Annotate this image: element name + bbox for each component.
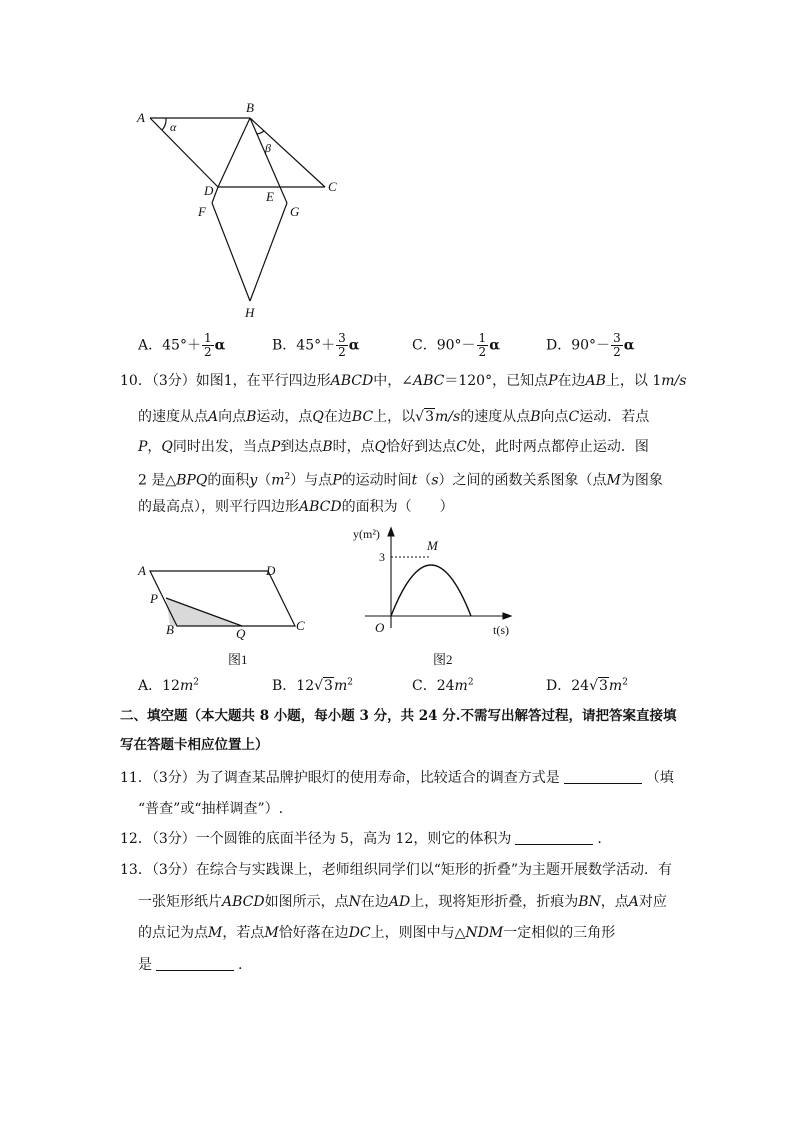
q11-answer-blank[interactable]: [564, 769, 642, 784]
q10-line-3: P，Q同时出发，当点P到达点B时，点Q恰好到达点C处，此时两点都停止运动．图: [138, 439, 649, 455]
q10-option-d[interactable]: D．$24√3m^2$: [546, 677, 628, 694]
q12-answer-blank[interactable]: [515, 830, 593, 845]
q11-line-1: 11．（3分）为了调查某品牌护眼灯的使用寿命，比较适合的调查方式是 （填: [120, 770, 674, 786]
q9-option-b[interactable]: B．45°＋ $\frac{3}{2}$ α: [272, 331, 360, 359]
y-axis-arrow: [388, 528, 394, 536]
q9-option-d[interactable]: D．90°－ $\frac{3}{2}$ α: [546, 331, 635, 359]
fig2-label-m: M: [427, 538, 438, 553]
fig2-ylabel: y(m²): [353, 527, 380, 541]
q9-option-c[interactable]: C．90°－ $\frac{1}{2}$ α: [412, 331, 500, 359]
fig1-label-p: P: [150, 591, 158, 606]
q10-line-4: 2 是△BPQ的面积$y(m^2)$与点P的运动时间t（s）之间的函数关系图象（点M为图象: [138, 472, 663, 489]
q10-option-c[interactable]: C．$24m^2$: [412, 677, 474, 694]
label-alpha: α: [170, 120, 177, 134]
label-c: C: [328, 179, 337, 194]
angle-beta-arc: [257, 131, 264, 134]
fig1-label-b: B: [166, 622, 174, 637]
segment-bd: [218, 118, 250, 187]
label-b: B: [246, 100, 254, 115]
label-beta: β: [265, 141, 271, 155]
fig2-label-o: O: [375, 620, 385, 635]
label-d: D: [204, 183, 214, 198]
label-f: F: [198, 204, 206, 219]
q10-option-b[interactable]: B．$12√3m^2$: [272, 677, 353, 694]
q10-line-2: 的速度从点A向点B运动，点Q在边BC上，以√3m/s的速度从点B向点C运动．若点: [138, 409, 650, 425]
q10-option-a[interactable]: A．$12m^2$: [138, 677, 199, 694]
fig1-caption: 图1: [228, 652, 248, 667]
q9-option-a[interactable]: A．45°＋ $\frac{1}{2}$ α: [138, 331, 226, 359]
segment-eg: [280, 187, 287, 203]
fig2-xlabel: t(s): [493, 623, 509, 637]
q13-line-2: 一张矩形纸片ABCD如图所示，点N在边AD上，现将矩形折叠，折痕为BN，点A对应: [138, 894, 667, 910]
fig1-label-c: C: [296, 618, 305, 633]
segment-bc: [250, 118, 325, 187]
q12-line: 12．（3分）一个圆锥的底面半径为 5，高为 12，则它的体积为 .: [120, 831, 602, 847]
q11-line-2: “普查”或“抽样调查”）.: [138, 801, 284, 817]
label-g: G: [290, 204, 300, 219]
angle-alpha-arc: [162, 118, 166, 130]
q10-line-1: 10．（3分）如图1，在平行四边形ABCD中，∠ABC＝120°，已知点P在边AB上，以 1m/s: [120, 373, 687, 389]
segment-fh: [212, 203, 250, 301]
fig1-label-a: A: [138, 563, 146, 578]
figure-rhombus-parallelogram: [130, 98, 350, 323]
label-a: A: [137, 110, 145, 125]
q13-line-4: 是 .: [138, 957, 243, 973]
fig2-caption: 图2: [433, 652, 453, 667]
segment-gh: [250, 203, 287, 301]
q13-line-3: 的点记为点M，若点M恰好落在边DC上，则图中与△NDM一定相似的三角形: [138, 925, 616, 941]
q10-figure-1: [130, 558, 320, 670]
section-2-heading-line-2: 写在答题卡相应位置上）: [120, 737, 269, 753]
segment-ad: [150, 118, 218, 187]
label-e: E: [266, 189, 274, 204]
curve-y-of-t: [391, 565, 471, 616]
q13-answer-blank[interactable]: [156, 956, 234, 971]
fig1-label-q: Q: [236, 626, 246, 641]
q10-line-5: 的最高点），则平行四边形ABCD的面积为（ ）: [138, 499, 454, 515]
label-h: H: [245, 305, 255, 320]
q13-line-1: 13．（3分）在综合与实践课上，老师组织同学们以“矩形的折叠”为主题开展数学活动．有: [120, 862, 673, 878]
q10-figure-2: [345, 520, 525, 670]
section-2-heading-line-1: 二、填空题（本大题共 8 小题，每小题 3 分，共 24 分.不需写出解答过程，请把答案直接填: [120, 708, 677, 724]
fig1-label-d: D: [266, 563, 276, 578]
x-axis-arrow: [503, 613, 511, 619]
fig2-tick-3: 3: [379, 550, 385, 564]
